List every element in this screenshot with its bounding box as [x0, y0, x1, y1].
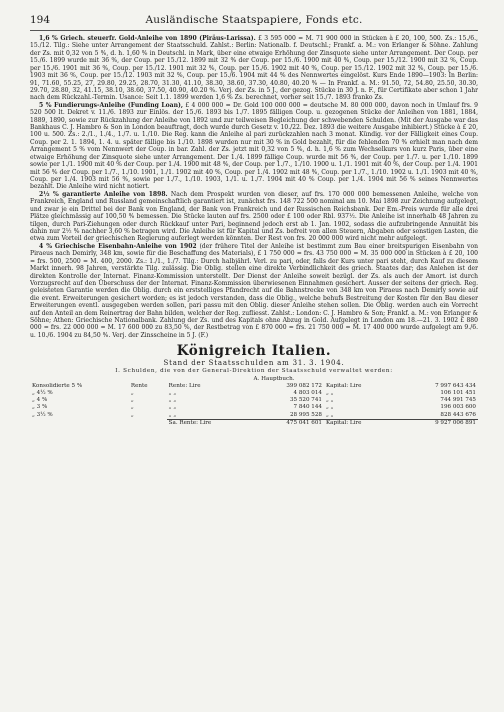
row-label: „ 3 %	[32, 404, 48, 411]
paragraph-heading: 2½ % garantierte Anleihe von 1898.	[39, 190, 168, 198]
paragraph-guaranteed-loan	[30, 191, 478, 243]
page-header	[30, 14, 478, 28]
table-row	[30, 383, 478, 390]
table-row	[30, 390, 478, 397]
row-label: „ 4½ %	[32, 389, 53, 396]
country-title: Königreich Italien.	[176, 343, 332, 360]
row-kind: „	[130, 397, 134, 404]
kapital-value: 196 003 600	[440, 404, 476, 411]
paragraph-heading: 5 % Fundierungs-Anleihe (Funding Loan),	[39, 101, 183, 109]
kapital-label: „ „	[325, 389, 334, 396]
sum-kapital-label: Kapital: Lire	[324, 419, 396, 427]
kapital-label: „ „	[325, 411, 334, 418]
header-rule	[30, 30, 478, 31]
kapital-label: „ „	[325, 397, 334, 404]
paragraph-heading: 4 % Griechische Eisenbahn-Anleihe von 1902	[39, 242, 197, 250]
row-kind: „	[130, 389, 134, 396]
row-kind: „	[130, 404, 134, 411]
kapital-label: Kapital: Lire	[325, 382, 362, 389]
debt-table	[30, 383, 478, 427]
table-row	[30, 412, 478, 420]
paragraph-text: Nach dem Prospekt wurden von dieser, auf frs. 170 000 000 bemessenen Anleihe, welche von Frankreich, England und Russland gemeinschaftlich garantiert ist, zunächst frs. 148 722 500 nominal am 10. Mai 1898 zur Zeichnung aufgelegt, und zwar je ein Drittel bei der Bank von England, der Bank von Frankreich und der Russischen Reichsbank. Der Em.-Preis wurde für alle drei Plätze gleichmässig auf 100,50 % bemessen. Die Stücke lauten auf frs. 2500 oder £ 100 oder Rbl. 937½. Die Anleihe ist innerhalb 48 Jahren zu tilgen, durch Pari-Ziehungen oder durch Rückkauf unter Pari, beginnend jedoch erst ab 1. Jan. 1902, sodass die aufzubringende Annuität bis dahin nur 2½ % nachher 3,60 % betragen wird. Die Anleihe ist für Kapital und Zs. befreit von allen Steuern, Abgaben oder sonstigen Lasten, die etwa zum Vorteil der griechischen Regierung auferlegt werden könnten. Der Rest von frs. 20 000 000 wird nicht mehr aufgelegt.	[30, 190, 478, 243]
paragraph-text: £ 4 000 000 = Dr. Gold 100 000 000 = deutsche M. 80 000 000, davon noch in Umlauf frs. 9 520 500 lt. Dekret v. 11./6. 1893 zur Einlös. der 15./6. 1893 bis 1./7. 1895 fälligen Coup. u. gezogenen Stücke der Anleihen von 1881, 1884, 1889, 1890, sowie zur Rückzahlung der Anleihe von 1892 und zur teilweisen Begleichung der schwebenden Schulden. (Mit der Ausgabe war das Bankhaus C. J. Hambro & Son in London beauftragt, doch wurde durch Gesetz v. 10./22. Dez. 1893 die weitere Ausgabe inhibiert.) Stücke à £ 20, 100 u. 500. Zs.: 2./1., 1./4., 1./7. u. 1./10. Die Reg. kann die Anleihe al pari zurückzahlen nach 3 monat. Kündig. vor der Fälligkeit eines Coup. Coup. per 2. 1. 1894, 1. 4. u. später fällige bis 1./10. 1898 wurden nur mit 30 % in Gold bezahlt, für die fehlenden 70 % erhielt man nach dem Arrangement 5 % vom Nennwert der Coup. in bar. Zahl. der Zs. jetzt mit 0,32 von 5 %, d. h. 1,6 % zum Wechselkurs von kurz Paris, über eine etwaige Erhöhung der Zinsquote siehe unter Arrangement. Der 1./4. 1899 fällige Coup. wurde mit 56 %, der Coup. per 1./7. u. per 1./10. 1899 sowie per 1./1. 1900 mit 40 % der Coup. per 1./4. 1900 mit 48 %, der Coup. per 1./7., 1./10. 1900 u. 1./1. 1901 mit 40 %, der Coup. per 1./4. 1901 mit 56 % der Coup. per 1./7., 1./10. 1901, 1./1. 1902 mit 40 %, Coup. per 1./4. 1902 mit 48 %, Coup. per 1./7., 1./10. 1902 u. 1./1. 1903 mit 40 %, Coup. per 1./4. 1903 mit 56 %, sowie per 1./7., 1./10. 1903, 1./1. u. 1./7. 1904 mit 40 % Coup. per 1./4. 1904 mit 56 % seines Nennwertes bezahlt. Die Anleihe wird nicht notiert.	[30, 101, 478, 191]
rente-value: 28 995 528	[289, 411, 322, 418]
table-row	[30, 397, 478, 404]
country-subtitle: Stand der Staatsschulden am 31. 3. 1904.	[163, 359, 345, 368]
rente-label: „ „	[168, 389, 177, 396]
paragraph-railway-loan	[30, 243, 478, 339]
table-heading: I. Schulden, die von der General-Direktion der Staatsschuld verwaltet werden:	[115, 368, 393, 375]
rente-label: „ „	[168, 411, 177, 418]
sum-rente-value: 475 041 601	[252, 419, 324, 427]
paragraph-heading: 1,6 % Griech. steuerfr. Gold-Anleihe von 1890 (Piräus-Larissa).	[39, 35, 256, 42]
sum-row	[30, 419, 478, 427]
article-body	[30, 35, 478, 339]
rente-label: „ „	[168, 397, 177, 404]
table-row	[30, 404, 478, 411]
kapital-value: 744 991 745	[440, 397, 476, 404]
paragraph-piraeus-larissa	[30, 35, 478, 102]
rente-label: „ „	[168, 404, 177, 411]
rente-value: 35 520 741	[289, 397, 322, 404]
paragraph-funding-loan	[30, 102, 478, 191]
rente-value: 4 803 014	[293, 389, 322, 396]
sum-kapital-value: 9 927 006 891	[396, 419, 478, 427]
row-kind: „	[130, 411, 134, 418]
paragraph-text: £ 3 595 000 = M. 71 900 000 in Stücken à £ 20, 100, 500. Zs.: 15./6., 15./12. Tilg.: Siehe unter Arrangement der Staatsschuld. Zahlst.: Berlin: Nationalb. f. Deutschl.; Frankf. a. M.: von Erlanger & Söhne. Zahlung der Zs. mit 0,32 von 5 %, d. h. 1,60 % in Deutschl. in Mark, über eine etwaige Erhöhung der Zinsquote siehe unter Arrangement. Der Coup. per 15./6. 1899 wurde mit 36 %, der Coup. per 15./12. 1899 mit 32 % der Coup. per 15./6. 1900 mit 40 %, Coup. per 15./12. 1900 mit 32 %, Coup. per 15./6. 1901 mit 36 %, Coup. per 15./12. 1901 mit 32 %, Coup. per 15./6. 1902 mit 40 %, Coup. per 15./12. 1902 mit 32 %, Coup. per 15./6. 1903 mit 36 %, Coup. per 15./12. 1903 mit 32 %, Coup. per 15./6. 1904 mit 44 % des Nennwertes eingelöst. Kurs Ende 1890—1903: In Berlin: 91, 71.60, 55.25, 27, 29.80, 29.25, 28.70, 31.30, 41.10, 38.30, 38.60, 37.30, 40.80, 40.20 % — In Frankf. a. M.: 91.50, 72, 54.80, 25.50, 30.30, 29.70, 28.80, 32, 41.15, 38.10, 38.60, 37.50, 40.90, 40.20 %. Verj. der Zs. in 5 J., der gezog. Stücke in 30 J. n. F., für Certifikate aber schon 1 Jahr nach dem Rückzahl.-Termin. Usance: Seit 1.1. 1899 werden 1,6 % Zs. berechnet, vorher seit 15./7. 1893 franko Zs.	[30, 35, 478, 102]
kapital-value: 7 997 643 434	[435, 382, 476, 389]
rente-value: 7 840 144	[293, 404, 322, 411]
kapital-label: „ „	[325, 404, 334, 411]
table-subheading: A. Hauptbuch.	[253, 375, 295, 382]
rente-label: Rente: Lire	[168, 382, 201, 389]
paragraph-text: (der frühere Titel der Anleihe ist bestimmt zum Bau einer breitspurigen Eisenbahn von Piraeus nach Demirly, 348 km, sowie für die Beschaffung des Materials), £ 1 750 000 = frs. 43 750 000 = M. 35 000 000 in Stücken à £ 20, 100 = frs. 500, 2500 = M. 400, 2000. Zs.: 1./1., 1./7. Tilg.: Durch halbjährl. Verl. zu pari, oder, falls der Kurs unter pari steht, durch Kauf zu diesem Markt innerh. 98 Jahren, verstärkte Tilg. zulässig. Die Oblig. stellen eine direkte Verbindlichkeit des griech. Staates dar; das Anlehen ist der direkten Kontrolle der Internat. Finanz-Kommission unterstellt. Der Dienst der Anleihe soweit bezügl. der Zs. als auch der Amort. ist durch Vorzugsrecht auf den Überschuss der der Internat. Finanz-Kommission überwiesenen Einnahmen gesichert. Ausser der seitens der griech. Reg. geleisteten Garantie werden die Oblig. durch ein erststelliges Pfandrecht auf die Bahnstrecke von 348 km von Piraeus nach Demirly sowie auf die event. Erweiterungen gesichert worden; es ist jedoch verstanden, dass die Oblig., welche behufs Bestreitung der Kosten für den Bau dieser Erweiterungen eventl. ausgegeben werden sollen, pari passu mit den Oblig. dieser Anleihe stehen sollen. Die Oblig. werden auch ein Vorrecht auf den Anteil an dem Reinertrag der Bahn bilden, welcher der Reg. zufliesst. Zahlst.: London: C. J. Hambro & Son; Frankf. a. M.: von Erlanger & Söhne; Athen: Griechische Nationalbank. Zahlung der Zs. und des Kapitals ohne Abzug in Gold. Aufgelegt in London am 18.—21. 3. 1902 £ 880 000 = frs. 22 000 000 = M. 17 600 000 zu 83,50 %, der Restbetrag von £ 870 000 = frs. 21 750 000 = M. 17 400 000 wurde aufgelegt am 9./6. u. 10./6. 1904 zu 84,50 %. Verj. der Zinsscheine in 5 J. (F.)	[30, 242, 478, 339]
kapital-value: 828 443 676	[440, 411, 476, 418]
row-label: „ 3½ %	[32, 411, 53, 418]
row-label: „ 4 %	[32, 397, 48, 404]
row-label: Konsolidierte 5 %	[32, 382, 83, 389]
page-number: 194	[30, 14, 51, 26]
sum-rente-label: Sa. Rente: Lire	[167, 419, 252, 427]
rente-value: 399 082 172	[286, 382, 322, 389]
row-kind: Rente	[130, 382, 148, 389]
kapital-value: 106 101 451	[440, 389, 476, 396]
document-page	[30, 14, 478, 704]
running-title: Ausländische Staatspapiere, Fonds etc.	[145, 14, 363, 26]
